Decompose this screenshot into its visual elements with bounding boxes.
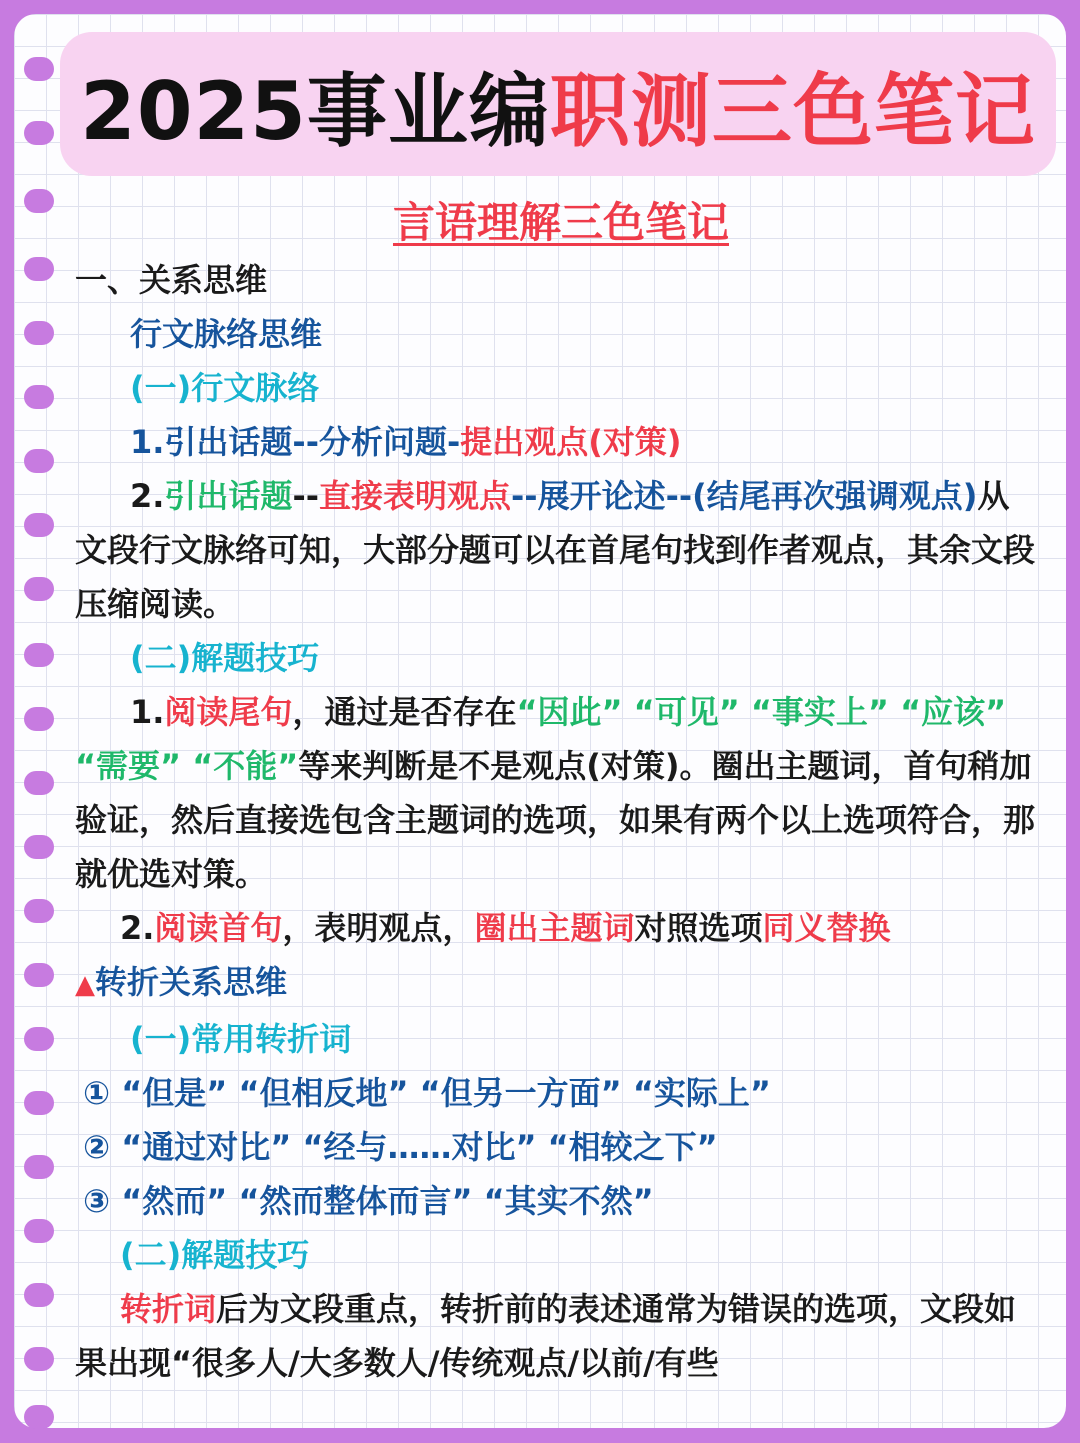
- text-segment: 2.: [120, 909, 155, 947]
- text-segment: 同义替换: [762, 909, 891, 947]
- binding-ring: [24, 643, 54, 667]
- triangle-icon: ▲: [75, 970, 95, 1000]
- binding-ring: [24, 1405, 54, 1429]
- text-segment: 等来判断是不是观点(对策)。圈出主题词，首句稍加验证，然后直接选包含主题词的选项，如果有两个以上选项符合，那就优选对策。: [75, 747, 1036, 893]
- subheading-context: (一)行文脉络: [130, 369, 320, 407]
- binding-ring: [24, 449, 54, 473]
- text-segment: ，表明观点，: [282, 909, 475, 947]
- keyword: “因此”: [516, 693, 623, 731]
- binding-ring: [24, 1091, 54, 1115]
- list-item: ② “通过对比” “经与……对比” “相较之下”: [83, 1128, 718, 1166]
- binding-ring: [24, 1155, 54, 1179]
- text-segment: --展开论述--(结尾再次强调观点): [511, 477, 978, 515]
- title-part-black: 2025事业编: [80, 64, 550, 158]
- title-part-red: 职测三色笔记: [549, 64, 1036, 158]
- subheading-common-words: (一)常用转折词: [130, 1020, 352, 1058]
- text-segment: 阅读尾句: [164, 693, 293, 731]
- binding-ring: [24, 835, 54, 859]
- binding-ring: [24, 1027, 54, 1051]
- heading-context-thinking: 行文脉络思维: [130, 315, 323, 353]
- note-paragraph: [75, 685, 1035, 901]
- heading-turn-thinking: [75, 955, 1035, 1012]
- subheading-tips-2: (二)解题技巧: [120, 1236, 310, 1274]
- title-banner: [60, 32, 1056, 176]
- text-segment: 圈出主题词: [474, 909, 635, 947]
- notes-body: [75, 253, 1035, 1390]
- keyword: “不能”: [192, 747, 299, 785]
- keyword: “应该”: [900, 693, 1007, 731]
- binding-ring: [24, 121, 54, 145]
- text-segment: 后为文段重点，转折前的表述通常为错误的选项，文段如果出现“很多人/大多数人/传统观点/以前/有些: [75, 1290, 1017, 1382]
- section-subtitle: 言语理解三色笔记: [392, 198, 729, 247]
- text-segment: 1.引出话题--分析问题-: [130, 423, 461, 461]
- text-segment: 阅读首句: [154, 909, 283, 947]
- text-segment: 对照选项: [634, 909, 763, 947]
- note-line: [75, 901, 1035, 955]
- binding-ring: [24, 257, 54, 281]
- text-segment: 引出话题: [164, 477, 293, 515]
- binding-ring: [24, 385, 54, 409]
- keyword: “可见”: [633, 693, 740, 731]
- keyword: “需要”: [75, 747, 182, 785]
- binding-ring: [24, 577, 54, 601]
- subheading-tips: (二)解题技巧: [130, 639, 320, 677]
- binding-ring: [24, 1283, 54, 1307]
- binding-ring: [24, 963, 54, 987]
- binding-ring: [24, 321, 54, 345]
- binding-ring: [24, 57, 54, 81]
- text-segment: 2.: [130, 477, 165, 515]
- text-segment: 直接表明观点: [319, 477, 512, 515]
- text-segment: ，通过是否存在: [292, 693, 517, 731]
- binding-ring: [24, 707, 54, 731]
- binding-ring: [24, 899, 54, 923]
- note-paragraph: [75, 469, 1035, 631]
- text-segment: 提出观点(对策): [460, 423, 682, 461]
- list-item: ③ “然而” “然而整体而言” “其实不然”: [83, 1182, 654, 1220]
- binding-ring: [24, 771, 54, 795]
- note-line: [75, 415, 1035, 469]
- binding-ring: [24, 1347, 54, 1371]
- text-segment: 从文段行文脉络可知，大部分题可以在首尾句找到作者观点，其余文段压缩阅读。: [75, 477, 1036, 623]
- heading-relation-thinking: 一、关系思维: [75, 261, 268, 299]
- list-item: ① “但是” “但相反地” “但另一方面” “实际上”: [83, 1074, 771, 1112]
- binding-ring: [24, 513, 54, 537]
- note-paragraph: [75, 1282, 1035, 1390]
- heading-text: 转折关系思维: [95, 963, 288, 1001]
- text-segment: 转折词: [120, 1290, 217, 1328]
- keyword: “事实上”: [750, 693, 889, 731]
- binding-ring: [24, 1219, 54, 1243]
- text-segment: --: [292, 477, 319, 515]
- text-segment: 1.: [130, 693, 165, 731]
